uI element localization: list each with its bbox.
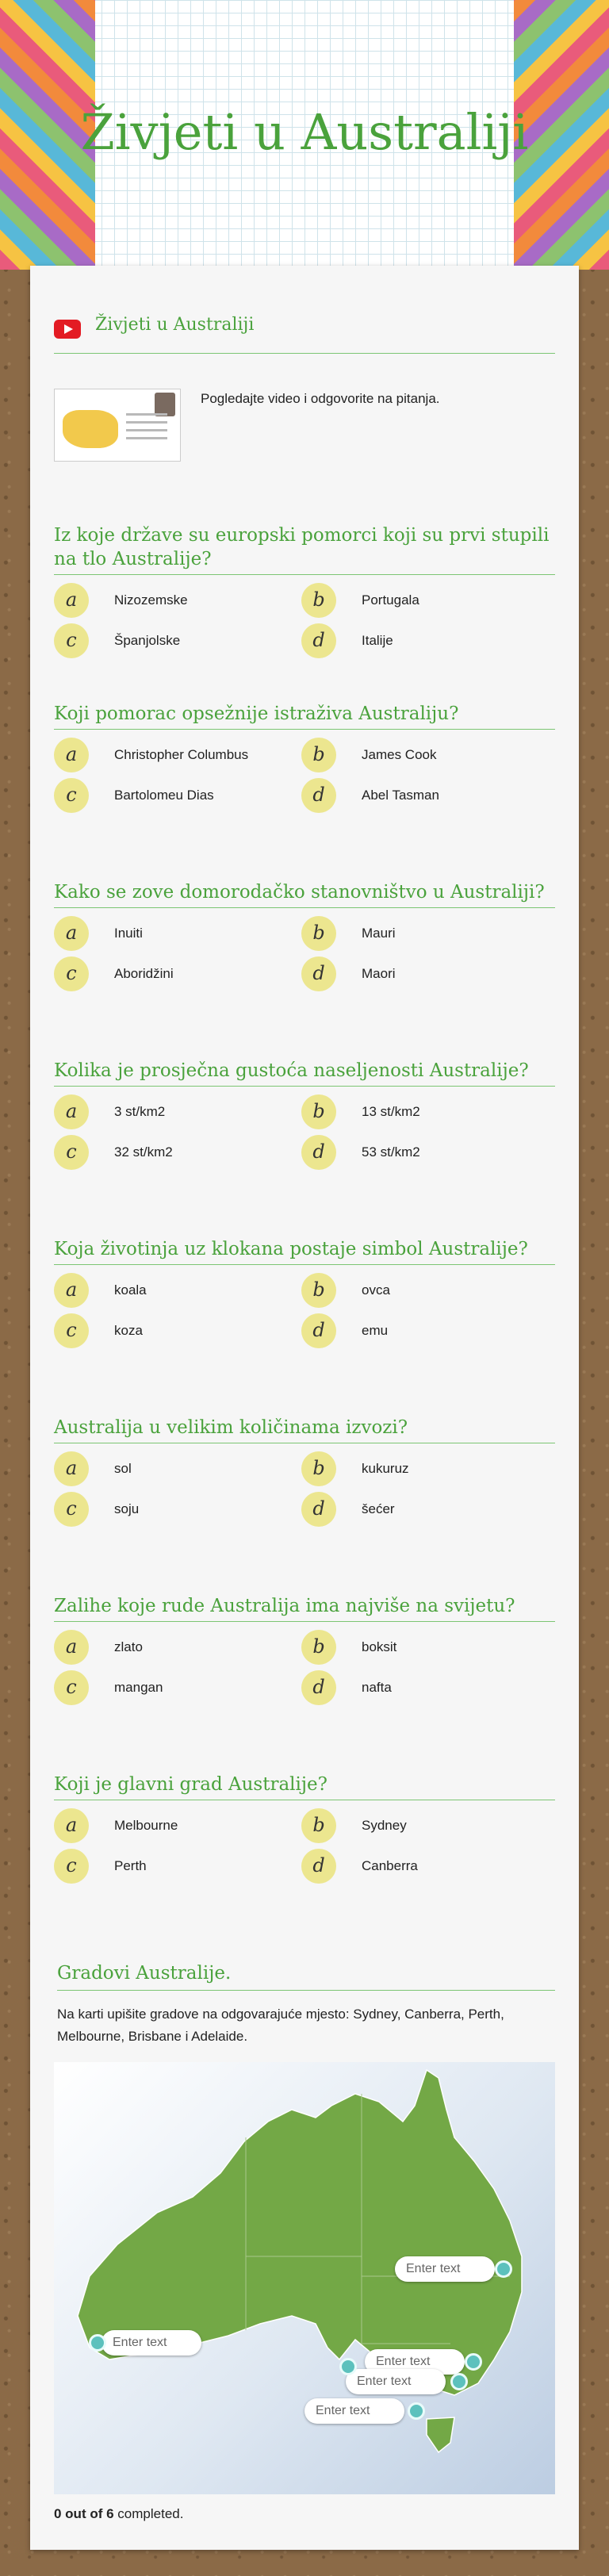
option-letter-badge: c: [54, 956, 89, 991]
option-label: nafta: [362, 1680, 392, 1695]
question-7-option-a[interactable]: [54, 1630, 276, 1665]
question-4-option-b[interactable]: [301, 1094, 523, 1129]
option-letter-badge: b: [301, 738, 336, 772]
option-letter-badge: a: [54, 1451, 89, 1486]
option-label: 3 st/km2: [114, 1104, 166, 1119]
map-instructions: Na karti upišite gradove na odgovarajuće mjesto: Sydney, Canberra, Perth, Melbourne, Brisbane i Adelaide.: [57, 2007, 504, 2044]
option-letter-badge: b: [301, 1451, 336, 1486]
option-letter-badge: b: [301, 1094, 336, 1129]
completion-count: 0 out of 6: [54, 2506, 114, 2521]
map-pin-perth[interactable]: [89, 2334, 106, 2352]
option-letter-badge: d: [301, 1135, 336, 1170]
option-label: Maori: [362, 966, 396, 981]
city-input-sydney[interactable]: Enter text: [365, 2349, 465, 2375]
question-7-option-b[interactable]: [301, 1630, 523, 1665]
option-label: Bartolomeu Dias: [114, 788, 214, 803]
question-3-option-a[interactable]: [54, 916, 276, 951]
question-4-text: Kolika je prosječna gustoća naseljenosti Australije?: [54, 1059, 555, 1087]
option-label: Aboridžini: [114, 966, 174, 981]
question-7-option-c[interactable]: [54, 1670, 276, 1705]
map-icon: [63, 410, 118, 448]
option-label: sol: [114, 1461, 132, 1476]
option-label: Nizozemske: [114, 592, 188, 608]
australia-map: [54, 2062, 555, 2494]
header-banner: [0, 0, 609, 270]
option-label: Abel Tasman: [362, 788, 439, 803]
option-label: mangan: [114, 1680, 163, 1695]
content-card: [30, 266, 579, 2550]
question-4-option-c[interactable]: [54, 1135, 276, 1170]
city-input-brisbane[interactable]: Enter text: [395, 2256, 495, 2282]
option-letter-badge: c: [54, 1313, 89, 1348]
video-title[interactable]: Živjeti u Australiji: [95, 315, 255, 335]
option-letter-badge: c: [54, 1670, 89, 1705]
option-letter-badge: c: [54, 1135, 89, 1170]
option-letter-badge: b: [301, 916, 336, 951]
question-5-option-a[interactable]: [54, 1273, 276, 1308]
question-6-option-b[interactable]: [301, 1451, 523, 1486]
option-label: boksit: [362, 1639, 397, 1654]
option-label: ovca: [362, 1282, 390, 1298]
option-label: Inuiti: [114, 926, 143, 941]
question-6-option-c[interactable]: [54, 1492, 276, 1527]
question-2-text: Koji pomorac opsežnije istraživa Australiju?: [54, 702, 555, 730]
option-letter-badge: b: [301, 1630, 336, 1665]
page-title: Živjeti u Australiji: [80, 103, 529, 161]
option-label: 13 st/km2: [362, 1104, 420, 1119]
option-letter-badge: c: [54, 1849, 89, 1884]
question-3-option-b[interactable]: [301, 916, 523, 951]
option-label: Canberra: [362, 1858, 418, 1873]
map-pin-canberra[interactable]: [450, 2373, 468, 2390]
question-3-option-d[interactable]: [301, 956, 523, 991]
option-label: Portugala: [362, 592, 419, 608]
question-1-option-d[interactable]: [301, 623, 523, 658]
option-label: Sydney: [362, 1818, 407, 1833]
map-section-title: Gradovi Australije.: [57, 1963, 555, 1991]
question-4-option-a[interactable]: [54, 1094, 276, 1129]
option-label: kukuruz: [362, 1461, 409, 1476]
question-8-option-d[interactable]: [301, 1849, 523, 1884]
question-5-option-d[interactable]: [301, 1313, 523, 1348]
option-label: koala: [114, 1282, 147, 1298]
option-letter-badge: a: [54, 1630, 89, 1665]
city-input-melbourne[interactable]: Enter text: [304, 2398, 404, 2424]
question-2-option-a[interactable]: [54, 738, 276, 772]
option-letter-badge: a: [54, 738, 89, 772]
question-6-option-a[interactable]: [54, 1451, 276, 1486]
question-1-option-c[interactable]: [54, 623, 276, 658]
completion-status: [54, 2506, 183, 2522]
question-8-option-b[interactable]: [301, 1808, 523, 1843]
option-letter-badge: c: [54, 623, 89, 658]
city-input-perth[interactable]: Enter text: [102, 2330, 201, 2356]
option-label: Italije: [362, 633, 393, 648]
video-header: [54, 313, 555, 354]
question-5-option-c[interactable]: [54, 1313, 276, 1348]
question-1-option-b[interactable]: [301, 583, 523, 618]
option-letter-badge: b: [301, 1808, 336, 1843]
option-letter-badge: b: [301, 1273, 336, 1308]
video-thumbnail[interactable]: [54, 389, 181, 462]
question-6-option-d[interactable]: [301, 1492, 523, 1527]
video-description: Pogledajte video i odgovorite na pitanja.: [201, 391, 440, 406]
option-label: koza: [114, 1323, 143, 1338]
map-pin-adelaide[interactable]: [339, 2358, 357, 2375]
option-label: 53 st/km2: [362, 1144, 420, 1160]
question-2-option-c[interactable]: [54, 778, 276, 813]
question-5-text: Koja životinja uz klokana postaje simbol Australije?: [54, 1237, 555, 1265]
question-6-text: Australija u velikim količinama izvozi?: [54, 1416, 555, 1443]
question-8-text: Koji je glavni grad Australije?: [54, 1773, 555, 1800]
question-5-option-b[interactable]: [301, 1273, 523, 1308]
option-label: 32 st/km2: [114, 1144, 173, 1160]
completion-suffix: completed.: [117, 2506, 184, 2521]
option-letter-badge: a: [54, 1808, 89, 1843]
option-label: James Cook: [362, 747, 437, 762]
option-label: emu: [362, 1323, 389, 1338]
map-pin-melbourne[interactable]: [408, 2402, 425, 2420]
option-letter-badge: a: [54, 916, 89, 951]
option-letter-badge: c: [54, 1492, 89, 1527]
question-3-option-c[interactable]: [54, 956, 276, 991]
option-letter-badge: b: [301, 583, 336, 618]
question-3-text: Kako se zove domorodačko stanovništvo u Australiji?: [54, 880, 555, 908]
option-letter-badge: d: [301, 623, 336, 658]
map-pin-sydney[interactable]: [465, 2353, 482, 2371]
city-input-canberra[interactable]: Enter text: [346, 2369, 446, 2394]
option-label: Španjolske: [114, 633, 181, 648]
question-4-option-d[interactable]: [301, 1135, 523, 1170]
question-1-option-a[interactable]: [54, 583, 276, 618]
option-letter-badge: a: [54, 1094, 89, 1129]
option-letter-badge: d: [301, 1492, 336, 1527]
option-label: Perth: [114, 1858, 147, 1873]
map-pin-brisbane[interactable]: [495, 2260, 512, 2278]
option-letter-badge: a: [54, 1273, 89, 1308]
question-1-text: Iz koje države su europski pomorci koji su prvi stupili na tlo Australije?: [54, 523, 555, 575]
question-7-text: Zalihe koje rude Australija ima najviše na svijetu?: [54, 1594, 555, 1622]
option-label: soju: [114, 1501, 140, 1516]
question-2-option-d[interactable]: [301, 778, 523, 813]
question-8-option-a[interactable]: [54, 1808, 276, 1843]
option-letter-badge: d: [301, 956, 336, 991]
option-letter-badge: c: [54, 778, 89, 813]
question-2-option-b[interactable]: [301, 738, 523, 772]
option-label: Mauri: [362, 926, 396, 941]
youtube-icon: [54, 320, 81, 339]
option-letter-badge: d: [301, 1313, 336, 1348]
option-letter-badge: d: [301, 1849, 336, 1884]
option-letter-badge: a: [54, 583, 89, 618]
option-label: Christopher Columbus: [114, 747, 249, 762]
question-8-option-c[interactable]: [54, 1849, 276, 1884]
question-7-option-d[interactable]: [301, 1670, 523, 1705]
option-letter-badge: d: [301, 778, 336, 813]
option-label: Melbourne: [114, 1818, 178, 1833]
option-letter-badge: d: [301, 1670, 336, 1705]
option-label: zlato: [114, 1639, 143, 1654]
option-label: šećer: [362, 1501, 395, 1516]
